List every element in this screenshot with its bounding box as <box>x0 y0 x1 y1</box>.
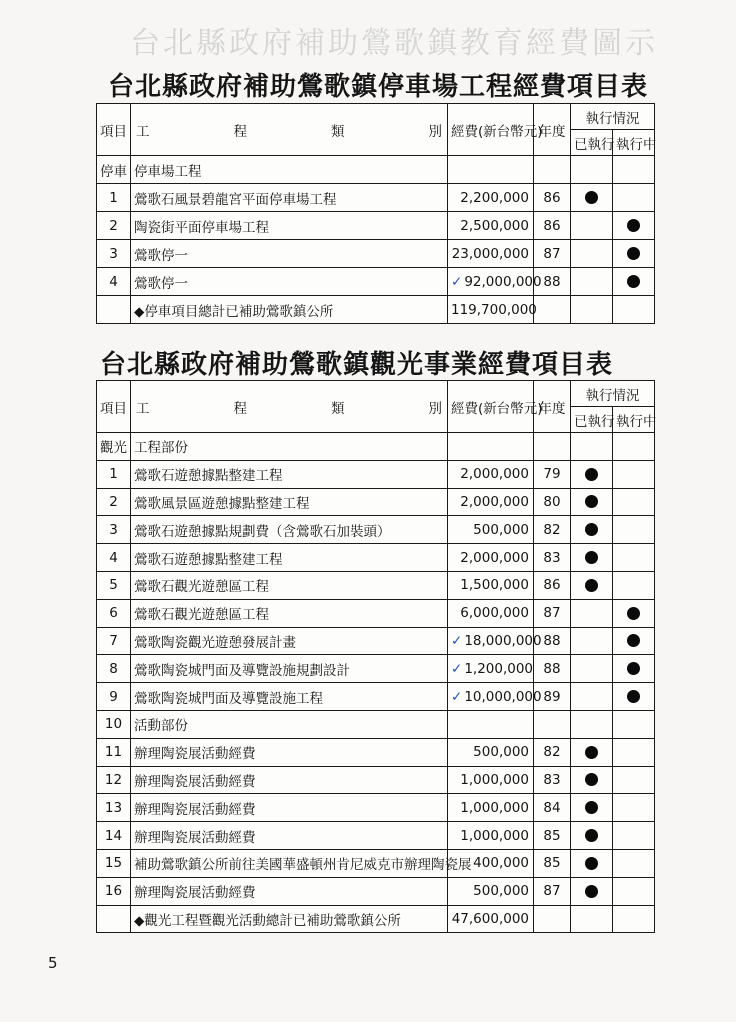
header-category-char: 程 <box>233 123 247 140</box>
project-cost <box>448 710 534 738</box>
table-row <box>97 766 655 794</box>
table-row <box>97 599 655 627</box>
cost-value: 2,500,000 <box>460 217 529 234</box>
row-number: 2 <box>97 488 131 516</box>
empty-cell <box>448 156 534 184</box>
filled-dot-icon <box>585 468 598 481</box>
empty-cell <box>97 296 131 324</box>
header-category-char: 程 <box>233 400 247 417</box>
status-ongoing-cell <box>613 184 655 212</box>
total-row <box>97 905 655 933</box>
row-number: 11 <box>97 738 131 766</box>
header-year: 年度 <box>534 381 571 433</box>
status-done-cell <box>571 544 613 572</box>
filled-dot-icon <box>585 746 598 759</box>
project-name: 辦理陶瓷展活動經費 <box>131 794 448 822</box>
header-ongoing: 執行中 <box>613 407 655 433</box>
filled-dot-icon <box>627 219 640 232</box>
row-number: 7 <box>97 627 131 655</box>
status-done-cell <box>571 849 613 877</box>
cost-value: 1,000,000 <box>460 799 529 816</box>
row-number: 8 <box>97 655 131 683</box>
cost-value: 2,200,000 <box>460 189 529 206</box>
project-name: 辦理陶瓷展活動經費 <box>131 766 448 794</box>
status-ongoing-cell <box>613 599 655 627</box>
header-category-char: 類 <box>331 400 345 417</box>
header-item: 項目 <box>97 381 131 433</box>
section-row <box>97 433 655 461</box>
cost-value: 23,000,000 <box>451 245 529 262</box>
status-done-cell <box>571 460 613 488</box>
cost-value: 18,000,000 <box>464 632 542 649</box>
status-done-cell <box>571 184 613 212</box>
section-item: 停車 <box>97 156 131 184</box>
tourism-funding-table <box>96 380 655 933</box>
filled-dot-icon <box>585 801 598 814</box>
cost-value: 500,000 <box>473 883 529 900</box>
empty-cell <box>613 296 655 324</box>
project-cost <box>448 240 534 268</box>
check-mark-icon: ✓ <box>451 688 463 705</box>
header-item: 項目 <box>97 104 131 156</box>
header-cost: 經費(新台幣元) <box>448 381 534 433</box>
status-done-cell <box>571 240 613 268</box>
header-row <box>97 104 655 130</box>
table-row <box>97 822 655 850</box>
filled-dot-icon <box>627 275 640 288</box>
project-name: 辦理陶瓷展活動經費 <box>131 822 448 850</box>
status-ongoing-cell <box>613 460 655 488</box>
project-name: 補助鶯歌鎮公所前往美國華盛頓州肯尼威克市辦理陶瓷展 <box>131 849 448 877</box>
status-done-cell <box>571 877 613 905</box>
status-done-cell <box>571 488 613 516</box>
cost-value: 10,000,000 <box>464 688 542 705</box>
project-cost <box>448 738 534 766</box>
status-done-cell <box>571 794 613 822</box>
table-row <box>97 460 655 488</box>
row-number: 14 <box>97 822 131 850</box>
header-category <box>131 104 448 156</box>
parking-table-title: 台北縣政府補助鶯歌鎮停車場工程經費項目表 <box>108 72 649 102</box>
filled-dot-icon <box>585 885 598 898</box>
project-cost <box>448 571 534 599</box>
project-cost <box>448 877 534 905</box>
project-cost <box>448 627 542 655</box>
table-row <box>97 571 655 599</box>
project-year: 84 <box>534 794 571 822</box>
project-name: 鶯歌停一 <box>131 240 448 268</box>
table-row <box>97 683 655 711</box>
total-label: ◆停車項目總計已補助鶯歌鎮公所 <box>131 296 448 324</box>
section-row <box>97 156 655 184</box>
header-year: 年度 <box>534 104 571 156</box>
filled-dot-icon <box>585 551 598 564</box>
filled-dot-icon <box>585 857 598 870</box>
project-year: 86 <box>534 184 571 212</box>
filled-dot-icon <box>627 247 640 260</box>
status-done-cell <box>571 516 613 544</box>
filled-dot-icon <box>627 690 640 703</box>
project-year: 86 <box>534 212 571 240</box>
header-category-char: 別 <box>428 123 442 140</box>
table-row <box>97 849 655 877</box>
status-ongoing-cell <box>613 488 655 516</box>
project-name: 鶯歌停一 <box>131 268 448 296</box>
empty-cell <box>571 296 613 324</box>
status-done-cell <box>571 571 613 599</box>
filled-dot-icon <box>585 191 598 204</box>
status-done-cell <box>571 655 613 683</box>
check-mark-icon: ✓ <box>451 660 463 677</box>
filled-dot-icon <box>585 523 598 536</box>
row-number: 16 <box>97 877 131 905</box>
table-row <box>97 627 655 655</box>
row-number: 1 <box>97 460 131 488</box>
empty-cell <box>534 156 571 184</box>
status-ongoing-cell <box>613 268 655 296</box>
empty-cell <box>534 905 571 933</box>
status-done-cell <box>571 766 613 794</box>
table-row <box>97 710 655 738</box>
project-year: 82 <box>534 516 571 544</box>
status-done-cell <box>571 683 613 711</box>
status-ongoing-cell <box>613 516 655 544</box>
row-number: 9 <box>97 683 131 711</box>
cost-value: 92,000,000 <box>464 273 542 290</box>
header-status: 執行情況 <box>571 104 655 130</box>
project-cost <box>448 655 534 683</box>
status-ongoing-cell <box>613 849 655 877</box>
header-status: 執行情況 <box>571 381 655 407</box>
status-ongoing-cell <box>613 571 655 599</box>
cost-value: 2,000,000 <box>460 466 529 483</box>
project-cost <box>448 822 534 850</box>
header-category <box>131 381 448 433</box>
header-category-label <box>134 120 444 140</box>
status-ongoing-cell <box>613 877 655 905</box>
project-name: 辦理陶瓷展活動經費 <box>131 877 448 905</box>
header-ongoing: 執行中 <box>613 130 655 156</box>
tourism-table-title: 台北縣政府補助鶯歌鎮觀光事業經費項目表 <box>100 350 614 380</box>
header-category-label <box>134 397 444 417</box>
status-ongoing-cell <box>613 822 655 850</box>
project-name: 鶯歌石遊憩據點規劃費（含鶯歌石加裝頭） <box>131 516 448 544</box>
header-cost: 經費(新台幣元) <box>448 104 534 156</box>
row-number: 2 <box>97 212 131 240</box>
project-cost <box>448 516 534 544</box>
project-year: 79 <box>534 460 571 488</box>
empty-cell <box>534 296 571 324</box>
empty-cell <box>97 905 131 933</box>
empty-cell <box>571 156 613 184</box>
check-mark-icon: ✓ <box>451 632 463 649</box>
empty-cell <box>613 905 655 933</box>
table-row <box>97 516 655 544</box>
row-number: 12 <box>97 766 131 794</box>
project-cost <box>448 599 534 627</box>
project-name: 鶯歌石觀光遊憩區工程 <box>131 571 448 599</box>
project-cost <box>448 794 534 822</box>
status-done-cell <box>571 212 613 240</box>
project-name: 辦理陶瓷展活動經費 <box>131 738 448 766</box>
empty-cell <box>613 433 655 461</box>
status-ongoing-cell <box>613 738 655 766</box>
table-row <box>97 544 655 572</box>
row-number: 5 <box>97 571 131 599</box>
status-done-cell <box>571 822 613 850</box>
cost-value: 400,000 <box>473 855 529 872</box>
header-category-char: 別 <box>428 400 442 417</box>
project-year: 87 <box>534 240 571 268</box>
table-row <box>97 655 655 683</box>
project-year: 85 <box>534 849 571 877</box>
status-done-cell <box>571 710 613 738</box>
cost-value: 1,000,000 <box>460 771 529 788</box>
status-done-cell <box>571 599 613 627</box>
project-year: 89 <box>534 683 571 711</box>
project-name: 鶯歌石遊憩據點整建工程 <box>131 544 448 572</box>
project-name: 陶瓷街平面停車場工程 <box>131 212 448 240</box>
filled-dot-icon <box>585 773 598 786</box>
table-row <box>97 268 655 296</box>
status-ongoing-cell <box>613 655 655 683</box>
table-row <box>97 488 655 516</box>
cost-value: 1,000,000 <box>460 827 529 844</box>
project-name: 鶯歌石觀光遊憩區工程 <box>131 599 448 627</box>
project-name: 活動部份 <box>131 710 448 738</box>
header-done: 已執行 <box>571 130 613 156</box>
row-number: 3 <box>97 516 131 544</box>
parking-funding-table <box>96 103 655 324</box>
filled-dot-icon <box>627 634 640 647</box>
row-number: 13 <box>97 794 131 822</box>
cost-value: 2,000,000 <box>460 549 529 566</box>
project-year: 86 <box>534 571 571 599</box>
row-number: 1 <box>97 184 131 212</box>
project-cost <box>448 212 534 240</box>
filled-dot-icon <box>585 495 598 508</box>
table-row <box>97 738 655 766</box>
total-cost: 47,600,000 <box>448 905 534 933</box>
project-name: 鶯歌石遊憩據點整建工程 <box>131 460 448 488</box>
project-year: 82 <box>534 738 571 766</box>
project-cost <box>448 683 542 711</box>
header-category-char: 工 <box>136 123 150 140</box>
table-row <box>97 212 655 240</box>
status-ongoing-cell <box>613 683 655 711</box>
background-ghost-title: 台北縣政府補助鶯歌鎮教育經費圖示 <box>130 26 658 61</box>
project-year: 88 <box>534 627 571 655</box>
status-done-cell <box>571 268 613 296</box>
project-year: 88 <box>534 655 571 683</box>
project-year: 87 <box>534 599 571 627</box>
project-cost <box>448 460 534 488</box>
project-year: 83 <box>534 544 571 572</box>
project-name: 鶯歌陶瓷城門面及導覽設施工程 <box>131 683 448 711</box>
header-category-char: 類 <box>331 123 345 140</box>
table-row <box>97 877 655 905</box>
header-done: 已執行 <box>571 407 613 433</box>
status-ongoing-cell <box>613 766 655 794</box>
section-item: 觀光 <box>97 433 131 461</box>
project-year: 83 <box>534 766 571 794</box>
total-label: ◆觀光工程暨觀光活動總計已補助鶯歌鎮公所 <box>131 905 448 933</box>
empty-cell <box>571 905 613 933</box>
project-cost <box>448 184 534 212</box>
cost-value: 2,000,000 <box>460 493 529 510</box>
status-done-cell <box>571 738 613 766</box>
status-ongoing-cell <box>613 544 655 572</box>
project-name: 鶯歌陶瓷城門面及導覽設施規劃設計 <box>131 655 448 683</box>
row-number: 4 <box>97 268 131 296</box>
project-year: 87 <box>534 877 571 905</box>
project-name: 鶯歌陶瓷觀光遊憩發展計畫 <box>131 627 448 655</box>
table-row <box>97 794 655 822</box>
project-cost <box>448 268 542 296</box>
project-year: 88 <box>534 268 571 296</box>
filled-dot-icon <box>585 579 598 592</box>
project-cost <box>448 488 534 516</box>
cost-value: 1,200,000 <box>464 660 534 677</box>
status-ongoing-cell <box>613 240 655 268</box>
section-name: 工程部份 <box>131 433 448 461</box>
header-category-char: 工 <box>136 400 150 417</box>
status-ongoing-cell <box>613 710 655 738</box>
empty-cell <box>534 433 571 461</box>
status-ongoing-cell <box>613 794 655 822</box>
filled-dot-icon <box>627 607 640 620</box>
status-ongoing-cell <box>613 627 655 655</box>
project-name: 鶯歌風景區遊憩據點整建工程 <box>131 488 448 516</box>
row-number: 15 <box>97 849 131 877</box>
filled-dot-icon <box>627 662 640 675</box>
filled-dot-icon <box>585 829 598 842</box>
project-name: 鶯歌石風景碧龍宮平面停車場工程 <box>131 184 448 212</box>
empty-cell <box>448 433 534 461</box>
empty-cell <box>571 433 613 461</box>
project-year <box>534 710 571 738</box>
cost-value: 6,000,000 <box>460 605 529 622</box>
row-number: 6 <box>97 599 131 627</box>
status-done-cell <box>571 627 613 655</box>
project-year: 80 <box>534 488 571 516</box>
total-cost: 119,700,000 <box>448 296 534 324</box>
status-ongoing-cell <box>613 212 655 240</box>
row-number: 10 <box>97 710 131 738</box>
table-row <box>97 240 655 268</box>
project-year: 85 <box>534 822 571 850</box>
header-row <box>97 381 655 407</box>
row-number: 4 <box>97 544 131 572</box>
check-mark-icon: ✓ <box>451 273 463 290</box>
section-name: 停車場工程 <box>131 156 448 184</box>
empty-cell <box>613 156 655 184</box>
cost-value: 500,000 <box>473 521 529 538</box>
page-number: 5 <box>48 954 58 972</box>
cost-value: 500,000 <box>473 744 529 761</box>
table-row <box>97 184 655 212</box>
cost-value: 1,500,000 <box>460 577 529 594</box>
project-cost <box>448 544 534 572</box>
row-number: 3 <box>97 240 131 268</box>
project-cost <box>448 766 534 794</box>
total-row <box>97 296 655 324</box>
